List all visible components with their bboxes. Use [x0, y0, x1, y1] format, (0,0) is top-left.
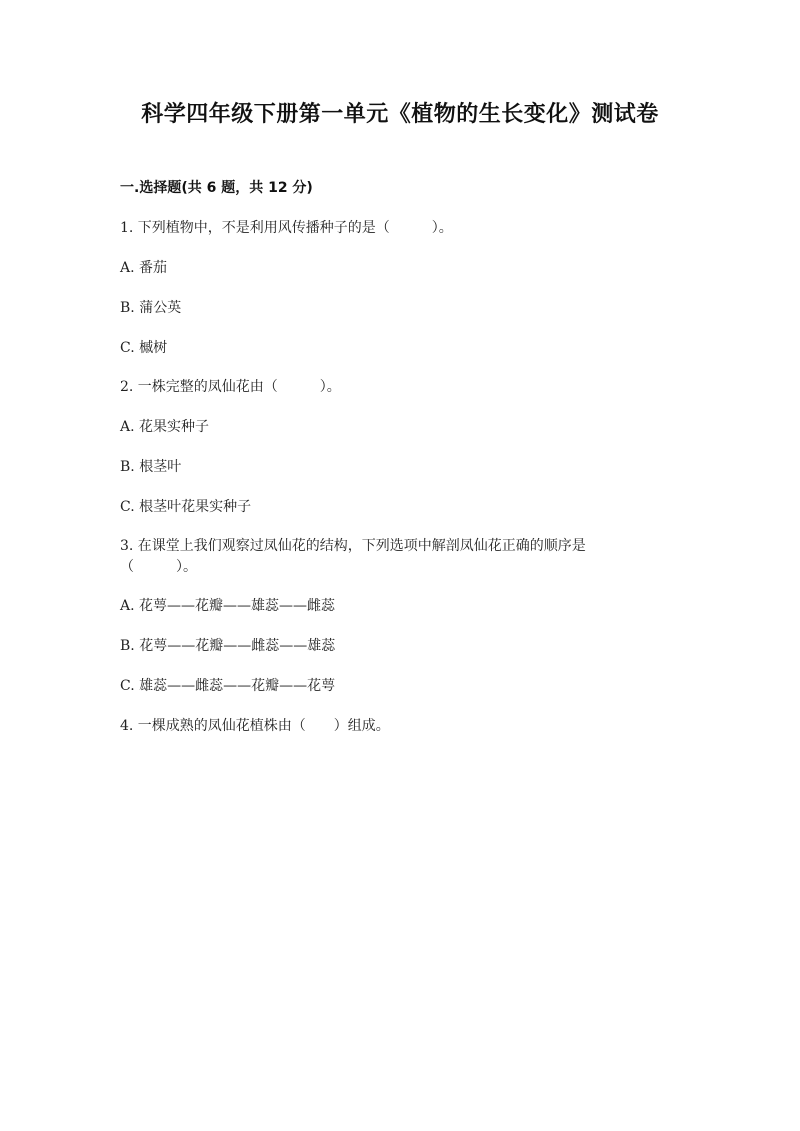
question-3-stem-line-1: 3. 在课堂上我们观察过凤仙花的结构，下列选项中解剖凤仙花正确的顺序是	[120, 538, 586, 554]
question-2-option-a: A. 花果实种子	[120, 419, 210, 435]
question-1-option-b: B. 蒲公英	[120, 300, 182, 316]
question-1-option-a: A. 番茄	[120, 260, 168, 276]
question-2-option-b: B. 根茎叶	[120, 459, 182, 475]
question-2-option-c: C. 根茎叶花果实种子	[120, 499, 252, 515]
page-title: 科学四年级下册第一单元《植物的生长变化》测试卷	[141, 102, 659, 127]
question-2-stem: 2. 一株完整的凤仙花由（ ）。	[120, 379, 341, 395]
question-1-stem: 1. 下列植物中，不是利用风传播种子的是（ ）。	[120, 220, 453, 236]
question-3-option-a: A. 花萼——花瓣——雄蕊——雌蕊	[120, 598, 336, 614]
question-3-option-b: B. 花萼——花瓣——雌蕊——雄蕊	[120, 638, 336, 654]
section-heading: 一.选择题(共 6 题，共 12 分)	[120, 180, 313, 196]
question-1-option-c: C. 槭树	[120, 340, 168, 356]
question-3-stem-line-2: （ ）。	[120, 559, 197, 575]
question-4-stem: 4. 一棵成熟的凤仙花植株由（ ）组成。	[120, 718, 390, 734]
question-3-option-c: C. 雄蕊——雌蕊——花瓣——花萼	[120, 678, 336, 694]
